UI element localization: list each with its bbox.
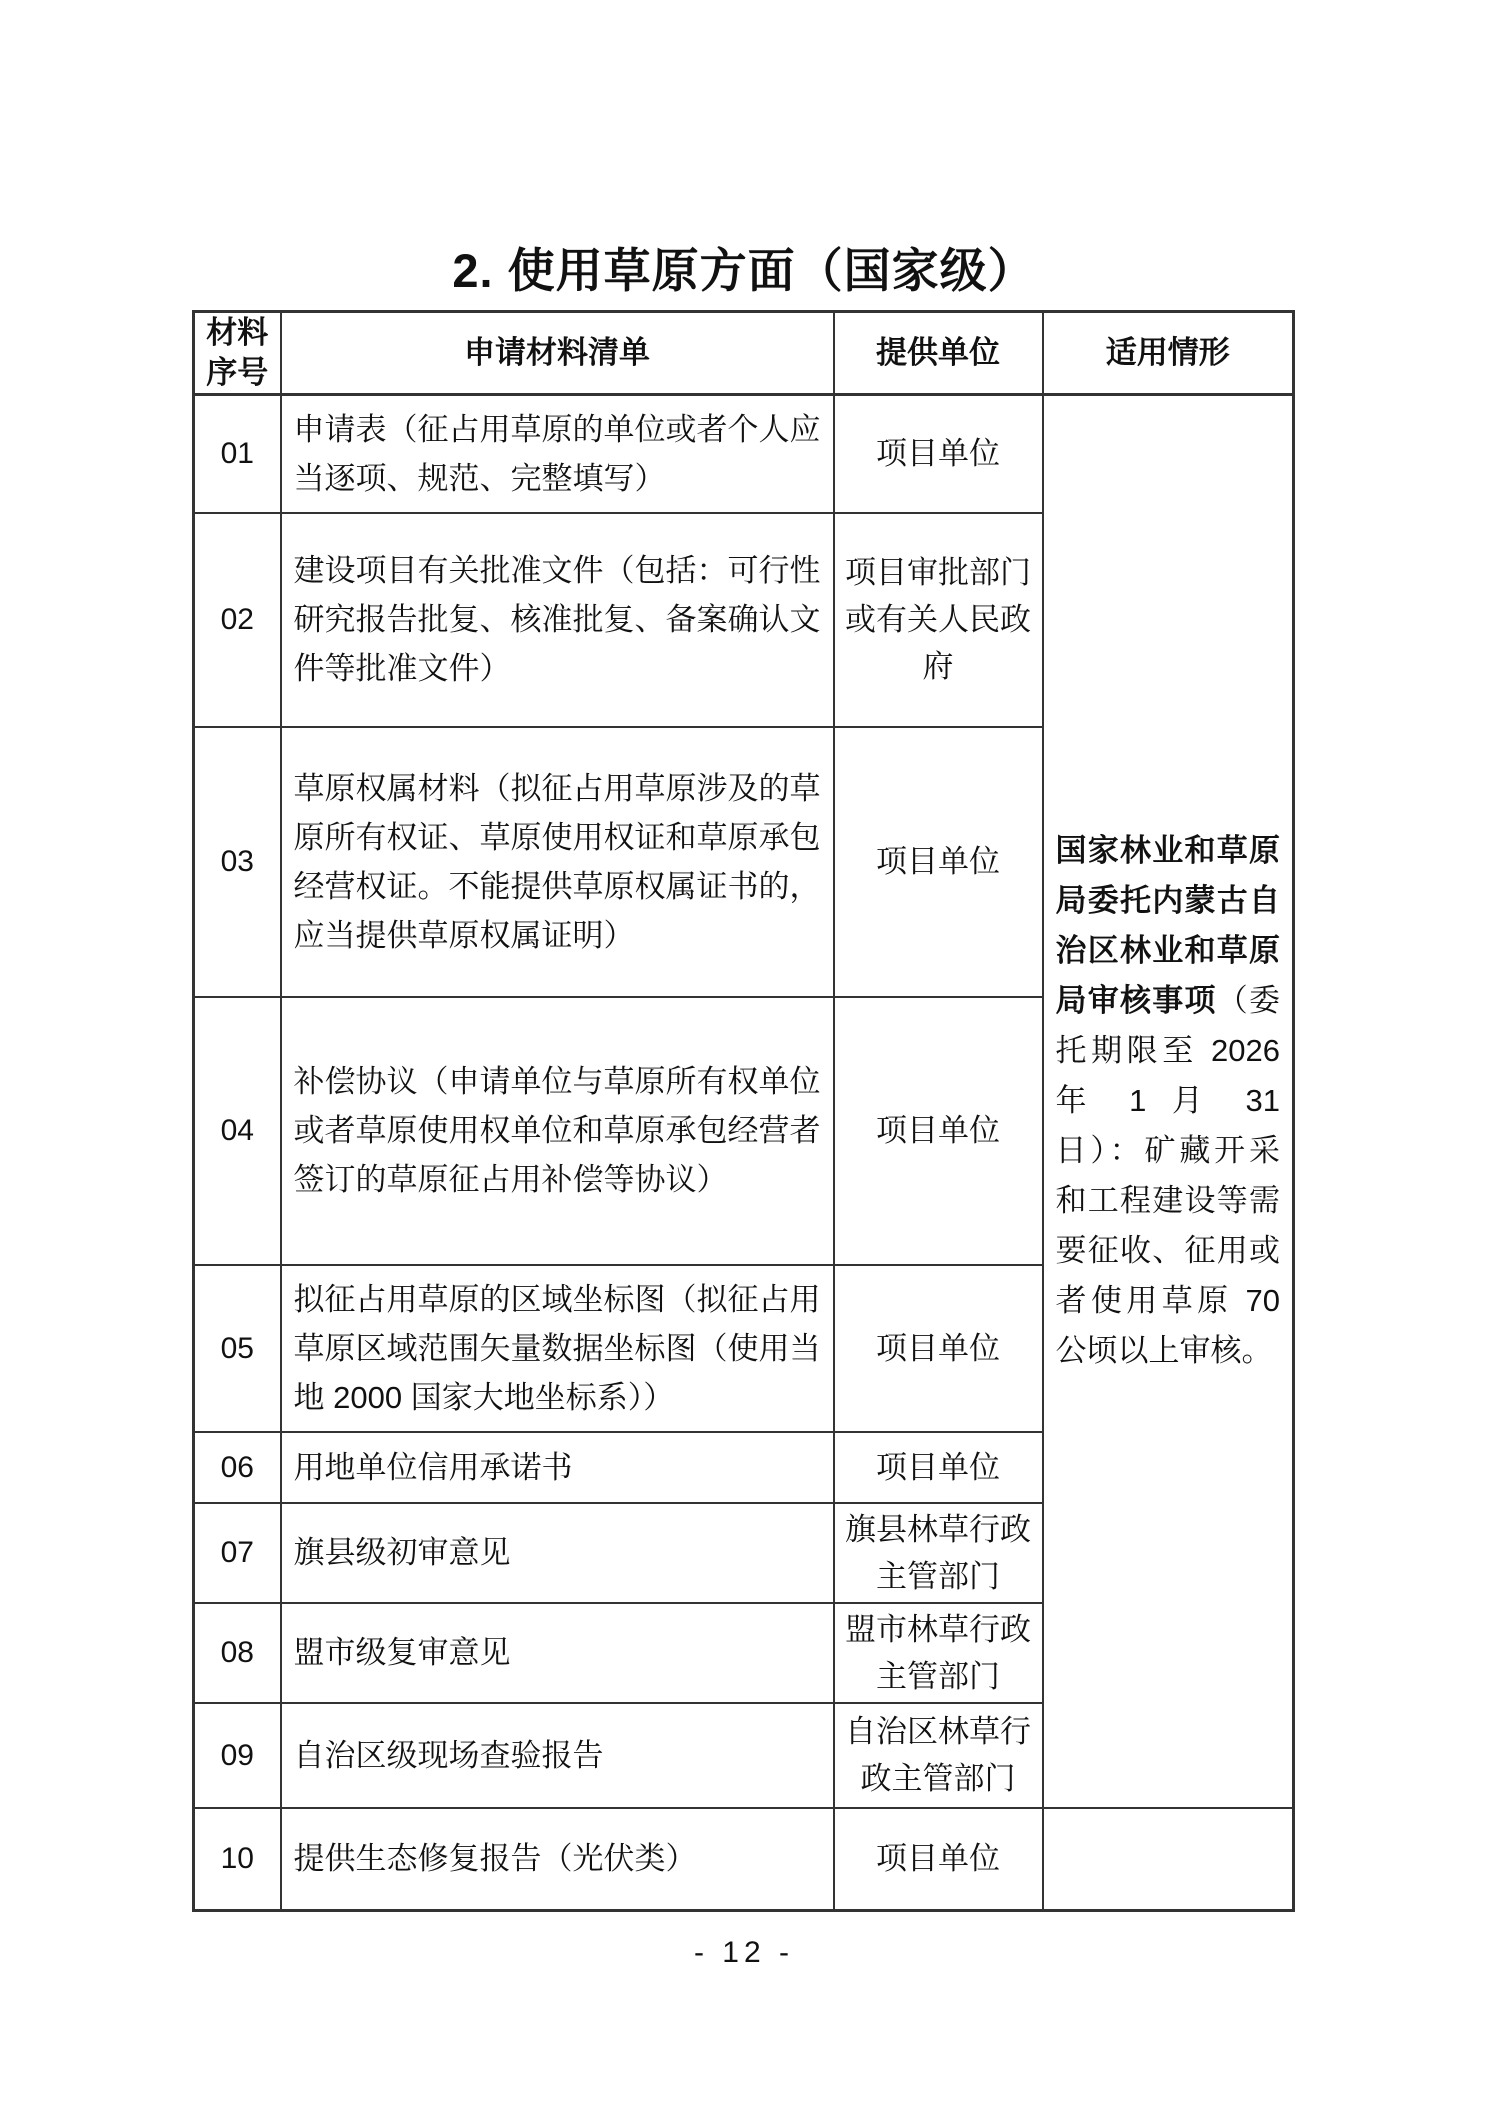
- material-no: 09: [194, 1703, 281, 1808]
- provider: 项目单位: [834, 1808, 1043, 1911]
- applicable-case-cell: [1043, 395, 1294, 1808]
- col-header-material-list: 申请材料清单: [281, 312, 834, 395]
- table-row: [194, 1808, 1294, 1911]
- material-name: 草原权属材料（拟征占用草原涉及的草原所有权证、草原使用权证和草原承包经营权证。不能提供草原权属证书的，应当提供草原权属证明）: [281, 727, 834, 997]
- provider: 项目审批部门或有关人民政府: [834, 513, 1043, 727]
- material-name: 自治区级现场查验报告: [281, 1703, 834, 1808]
- material-no: 08: [194, 1603, 281, 1703]
- material-name: 拟征占用草原的区域坐标图（拟征占用草原区域范围矢量数据坐标图（使用当地 2000 国家大地坐标系））: [281, 1265, 834, 1432]
- provider: 项目单位: [834, 997, 1043, 1265]
- applicable-case-regular-text: （委托期限至 2026 年 1 月 31 日）：矿藏开采和工程建设等需要征收、征用或者使用草原 70 公顷以上审核。: [1055, 983, 1280, 1369]
- provider: 项目单位: [834, 395, 1043, 513]
- applicable-case-empty-cell: [1043, 1808, 1294, 1911]
- material-no: 06: [194, 1432, 281, 1503]
- page-number: - 12 -: [693, 1936, 795, 1969]
- col-header-material-no: 材料序号: [194, 312, 281, 395]
- material-name: 补偿协议（申请单位与草原所有权单位或者草原使用权单位和草原承包经营者签订的草原征占用补偿等协议）: [281, 997, 834, 1265]
- applicable-case-bold-text: 国家林业和草原局委托内蒙古自治区林业和草原局审核事项: [1055, 833, 1280, 1019]
- material-no: 10: [194, 1808, 281, 1911]
- material-no: 02: [194, 513, 281, 727]
- col-header-provider: 提供单位: [834, 312, 1043, 395]
- col-header-applicable: 适用情形: [1043, 312, 1294, 395]
- provider: 项目单位: [834, 727, 1043, 997]
- provider: 旗县林草行政主管部门: [834, 1503, 1043, 1603]
- material-name: 旗县级初审意见: [281, 1503, 834, 1603]
- material-no: 03: [194, 727, 281, 997]
- table-header-row: [194, 312, 1294, 395]
- material-name: 申请表（征占用草原的单位或者个人应当逐项、规范、完整填写）: [281, 395, 834, 513]
- page-title: 2. 使用草原方面（国家级）: [452, 244, 1036, 297]
- material-name: 盟市级复审意见: [281, 1603, 834, 1703]
- materials-table: [192, 310, 1295, 1912]
- material-no: 04: [194, 997, 281, 1265]
- material-name: 建设项目有关批准文件（包括：可行性研究报告批复、核准批复、备案确认文件等批准文件）: [281, 513, 834, 727]
- material-no: 01: [194, 395, 281, 513]
- provider: 盟市林草行政主管部门: [834, 1603, 1043, 1703]
- material-name: 用地单位信用承诺书: [281, 1432, 834, 1503]
- table-row: [194, 395, 1294, 513]
- material-name: 提供生态修复报告（光伏类）: [281, 1808, 834, 1911]
- provider: 自治区林草行政主管部门: [834, 1703, 1043, 1808]
- material-no: 05: [194, 1265, 281, 1432]
- material-no: 07: [194, 1503, 281, 1603]
- provider: 项目单位: [834, 1265, 1043, 1432]
- provider: 项目单位: [834, 1432, 1043, 1503]
